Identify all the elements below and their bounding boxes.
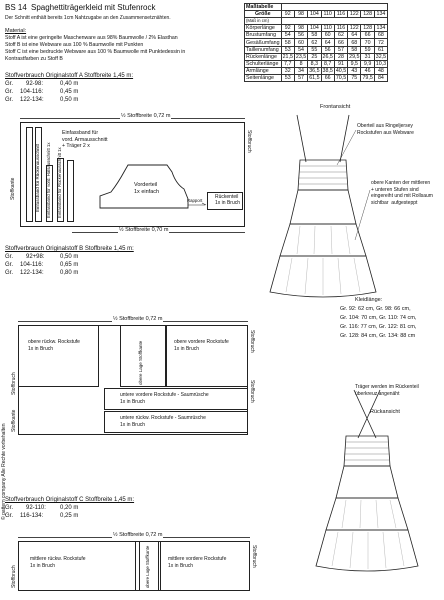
page-title: Spaghettiträgerkleid mit Stufenrock — [31, 3, 156, 12]
size-range: 104-116: — [20, 89, 44, 95]
fabric-amount: 0,45 m — [60, 89, 79, 95]
cell: 79,5 — [362, 74, 373, 81]
row-label: Armlänge — [245, 67, 282, 74]
fold-label: Stoffbruch — [11, 372, 17, 395]
row-label: Taillenumfang — [245, 46, 282, 53]
material-line: Stoff A ist eine geringelte Maschenware aus 98% Baumwolle / 2% Elasthan — [5, 35, 178, 41]
cell: 8 — [294, 60, 307, 67]
row-label: Gesäßumfang — [246, 39, 280, 46]
cell: 60 — [294, 39, 307, 46]
cell: 66 — [334, 39, 347, 46]
back-middle-tier-label: mittlere rückw. Rockstufe 1x in Bruch — [30, 556, 86, 569]
size-label: Gr. — [5, 89, 14, 95]
row-label: Rückenlänge — [245, 53, 282, 60]
cell: 104 — [308, 25, 321, 32]
cell: 26,5 — [322, 53, 333, 60]
back-upper-tier-label: obere rückw. Rockstufe 1x in Bruch — [28, 339, 80, 352]
size-header: 110 — [321, 11, 334, 18]
cell: 70,5 — [335, 74, 347, 81]
size-label: Gr. — [5, 513, 14, 519]
cell: 53 — [281, 74, 294, 81]
cell: 66 — [361, 32, 374, 39]
size-header: 92 — [281, 11, 294, 18]
size-table-title: Maßtabelle — [245, 4, 282, 11]
size-range: 92-98: — [26, 81, 44, 87]
size-label: Gr. — [5, 254, 14, 260]
section-b-heading: Stoffverbrauch Originalstoff B Stoffbreite 1,45 m: — [5, 246, 134, 252]
cell: 32 — [281, 67, 294, 74]
fabric-amount: 0,50 m — [60, 97, 79, 103]
fabric-amount: 0,65 m — [60, 262, 79, 268]
front-upper-tier-label: obere vordere Rockstufe 1x in Bruch — [174, 339, 229, 352]
cell: 75 — [348, 74, 361, 81]
note-top: Oberteil aus Ringeljersey Rockstufen aus Webware — [357, 123, 414, 136]
front-view-label: Frontansicht — [320, 104, 351, 110]
size-table-unit: (Maß in cm) — [245, 18, 282, 25]
cell: 28 — [334, 53, 347, 60]
dress-length-line: Gr. 104: 70 cm, Gr. 110: 74 cm, — [340, 315, 417, 321]
row-label: Brustumfang — [245, 32, 282, 39]
size-range: 92+98: — [26, 254, 45, 260]
size-header: 122 — [348, 11, 361, 18]
front-upper-tier-strip-label: obere Lage Stoffkante — [138, 340, 143, 385]
cell: 61,5 — [309, 74, 320, 81]
cell: 9,9 — [361, 60, 374, 67]
back-view-label: Rückansicht — [370, 409, 400, 415]
size-range: 92-110: — [26, 505, 46, 511]
cell: 21,5 — [282, 53, 293, 60]
cell: 84 — [374, 74, 387, 81]
material-line: Stoff B ist eine Webware aus 100 % Baumwolle mit Punkten — [5, 42, 144, 48]
cell: 9,5 — [348, 60, 361, 67]
selvedge-label: Stoffkante — [10, 177, 16, 200]
cell: 56 — [294, 32, 307, 39]
note-mid: obere Kanten der mittleren + unteren Stufen sind eingereiht und mit Rollsaum sichtbar aufgesteppt — [371, 180, 433, 206]
material-heading: Material: — [5, 28, 27, 34]
size-range: 104-116: — [20, 262, 44, 268]
cell: 43 — [348, 67, 361, 74]
cell: 61 — [374, 46, 387, 53]
page-subtitle: Der Schnitt enthält bereits 1cm Nahtzugabe an den Zusammensetznähten. — [5, 15, 171, 21]
size-range: 122-134: — [20, 97, 44, 103]
cell: 59 — [361, 46, 374, 53]
cell: 116 — [334, 25, 347, 32]
cell: 53 — [281, 46, 294, 53]
back-piece-label: Rückenteil 1x in Bruch — [215, 194, 241, 207]
front-piece-label: Vorderteil 1x einfach — [134, 182, 160, 195]
cell: 128 — [361, 25, 374, 32]
cell: 34 — [294, 67, 307, 74]
cell: 72 — [374, 39, 387, 46]
fabric-amount: 0,40 m — [60, 81, 79, 87]
dress-length-line: Gr. 128: 84 cm, Gr. 134: 88 cm — [340, 333, 416, 339]
cell: 54 — [281, 32, 294, 39]
cell: 8,3 — [308, 60, 321, 67]
selvedge-label: Stoffkante — [11, 409, 17, 432]
cell: 46 — [361, 67, 374, 74]
dress-length-line: Gr. 116: 77 cm, Gr. 122: 81 cm, — [340, 324, 417, 330]
top-dimension: ½ Stoffbreite 0,72 m — [113, 316, 163, 322]
cell: 64 — [321, 39, 334, 46]
cell: 60 — [321, 32, 334, 39]
cell: 110 — [321, 25, 334, 32]
cell: 38,5 — [322, 67, 333, 74]
fabric-amount: 0,20 m — [60, 505, 79, 511]
size-label: Gr. — [5, 270, 14, 276]
cell: 54 — [294, 46, 307, 53]
size-label: Gr. — [5, 97, 14, 103]
cell: 66 — [321, 74, 334, 81]
cell: 10,3 — [375, 60, 387, 67]
front-middle-tier-label: mittlere vordere Rockstufe 1x in Bruch — [168, 556, 227, 569]
material-line: Stoff C ist eine bedruckte Webware aus 100 % Baumwolle mit Punktedessin in — [5, 49, 186, 55]
cell: 31 — [361, 53, 374, 60]
size-label: Gr. — [5, 81, 14, 87]
size-table-size-label: Größe — [245, 11, 282, 18]
section-a-heading: Stoffverbrauch Originalstoff A Stoffbreite 1,45 m: — [5, 73, 134, 79]
cell: 62 — [308, 39, 321, 46]
cell: 23,5 — [295, 53, 307, 60]
bottom-dimension: ½ Stoffbreite 0,70 m — [119, 227, 169, 233]
size-header: 128 — [361, 11, 374, 18]
cell: 7,7 — [281, 60, 294, 67]
cell: 62 — [334, 32, 347, 39]
cell: 56 — [321, 46, 334, 53]
back-ruffle-label: untere rückw. Rockstufe - Saumrüsche 1x in Bruch — [120, 415, 206, 428]
cell: 58 — [281, 39, 294, 46]
size-header: 104 — [308, 11, 321, 18]
cell: 32,5 — [375, 53, 387, 60]
size-label: Gr. — [5, 262, 14, 268]
cell: 40,5 — [335, 67, 347, 74]
cell: 8,7 — [321, 60, 334, 67]
binding-strip-label: Einfassband für Rückenausschnitt — [35, 143, 40, 212]
size-range: 122-134: — [20, 270, 44, 276]
fold-label: Stoffbruch — [11, 565, 17, 588]
cell: 48 — [374, 67, 387, 74]
dress-length-heading: Kleidlänge: — [355, 297, 383, 303]
cell: 25 — [308, 53, 321, 60]
section-c-heading: Stoffverbrauch Originalstoff C Stoffbreite 1,45 m: — [5, 497, 135, 503]
middle-tier-strip-label: obere Lage Stoffkante — [145, 545, 150, 588]
front-ruffle-label: untere vordere Rockstufe - Saumrüsche 1x in Bruch — [120, 392, 209, 405]
note-back: Träger werden im Rückenteil überkreuz angenäht — [355, 384, 419, 397]
size-header: 116 — [334, 11, 347, 18]
cell: 55 — [308, 46, 321, 53]
fabric-amount: 0,25 m — [60, 513, 79, 519]
binding-note: Einfassband für vord. Armausschnitt + Träger 2 x — [62, 130, 108, 149]
cell: 58 — [348, 46, 361, 53]
fold-label: Stoffbruch — [249, 380, 255, 403]
row-label: Schulterlänge — [245, 60, 282, 67]
material-line: Kontrastfarben zu Stoff B — [5, 56, 63, 62]
top-dimension: ½ Stoffbreite 0,72 m — [113, 532, 163, 538]
row-label: Körperlänge — [245, 25, 282, 32]
fabric-amount: 0,80 m — [60, 270, 79, 276]
fabric-amount: 0,50 m — [60, 254, 79, 260]
cell: 68 — [374, 32, 387, 39]
cell: 57 — [294, 74, 307, 81]
fold-label: Stoffbruch — [246, 130, 252, 153]
cell: 64 — [348, 32, 361, 39]
cell: 92 — [281, 25, 294, 32]
size-header: 134 — [374, 11, 387, 18]
cell: 98 — [294, 25, 307, 32]
binding-strip-label: Einfassband für vord. Halsausschnitt 1x — [46, 142, 51, 218]
rapport-label: Rapport — [187, 198, 203, 203]
binding-strip-label: Einfassband für Rückenausschnitt 1x — [57, 147, 62, 218]
cell: 134 — [374, 25, 387, 32]
row-label: Seitenlänge — [245, 74, 282, 81]
cell: 29,5 — [349, 53, 360, 60]
cell: 57 — [334, 46, 347, 53]
top-dimension: ½ Stoffbreite 0,72 m — [121, 113, 171, 119]
cell: 122 — [348, 25, 361, 32]
cell: 58 — [308, 32, 321, 39]
size-header: 98 — [294, 11, 307, 18]
cell: 91 — [334, 60, 347, 67]
size-label: Gr. — [5, 505, 14, 511]
pattern-code: BS 14 — [5, 3, 27, 12]
cell: 70 — [361, 39, 374, 46]
size-range: 116-134: — [20, 513, 44, 519]
cell: 68 — [348, 39, 361, 46]
dress-length-line: Gr. 92: 62 cm, Gr. 98: 66 cm, — [340, 306, 411, 312]
fold-label: Stoffbruch — [251, 545, 257, 568]
cell: 36,5 — [309, 67, 320, 74]
fold-label: Stoffbruch — [249, 330, 255, 353]
copyright-text: © pattern company Alle Rechte vorbehalten — [1, 423, 7, 520]
